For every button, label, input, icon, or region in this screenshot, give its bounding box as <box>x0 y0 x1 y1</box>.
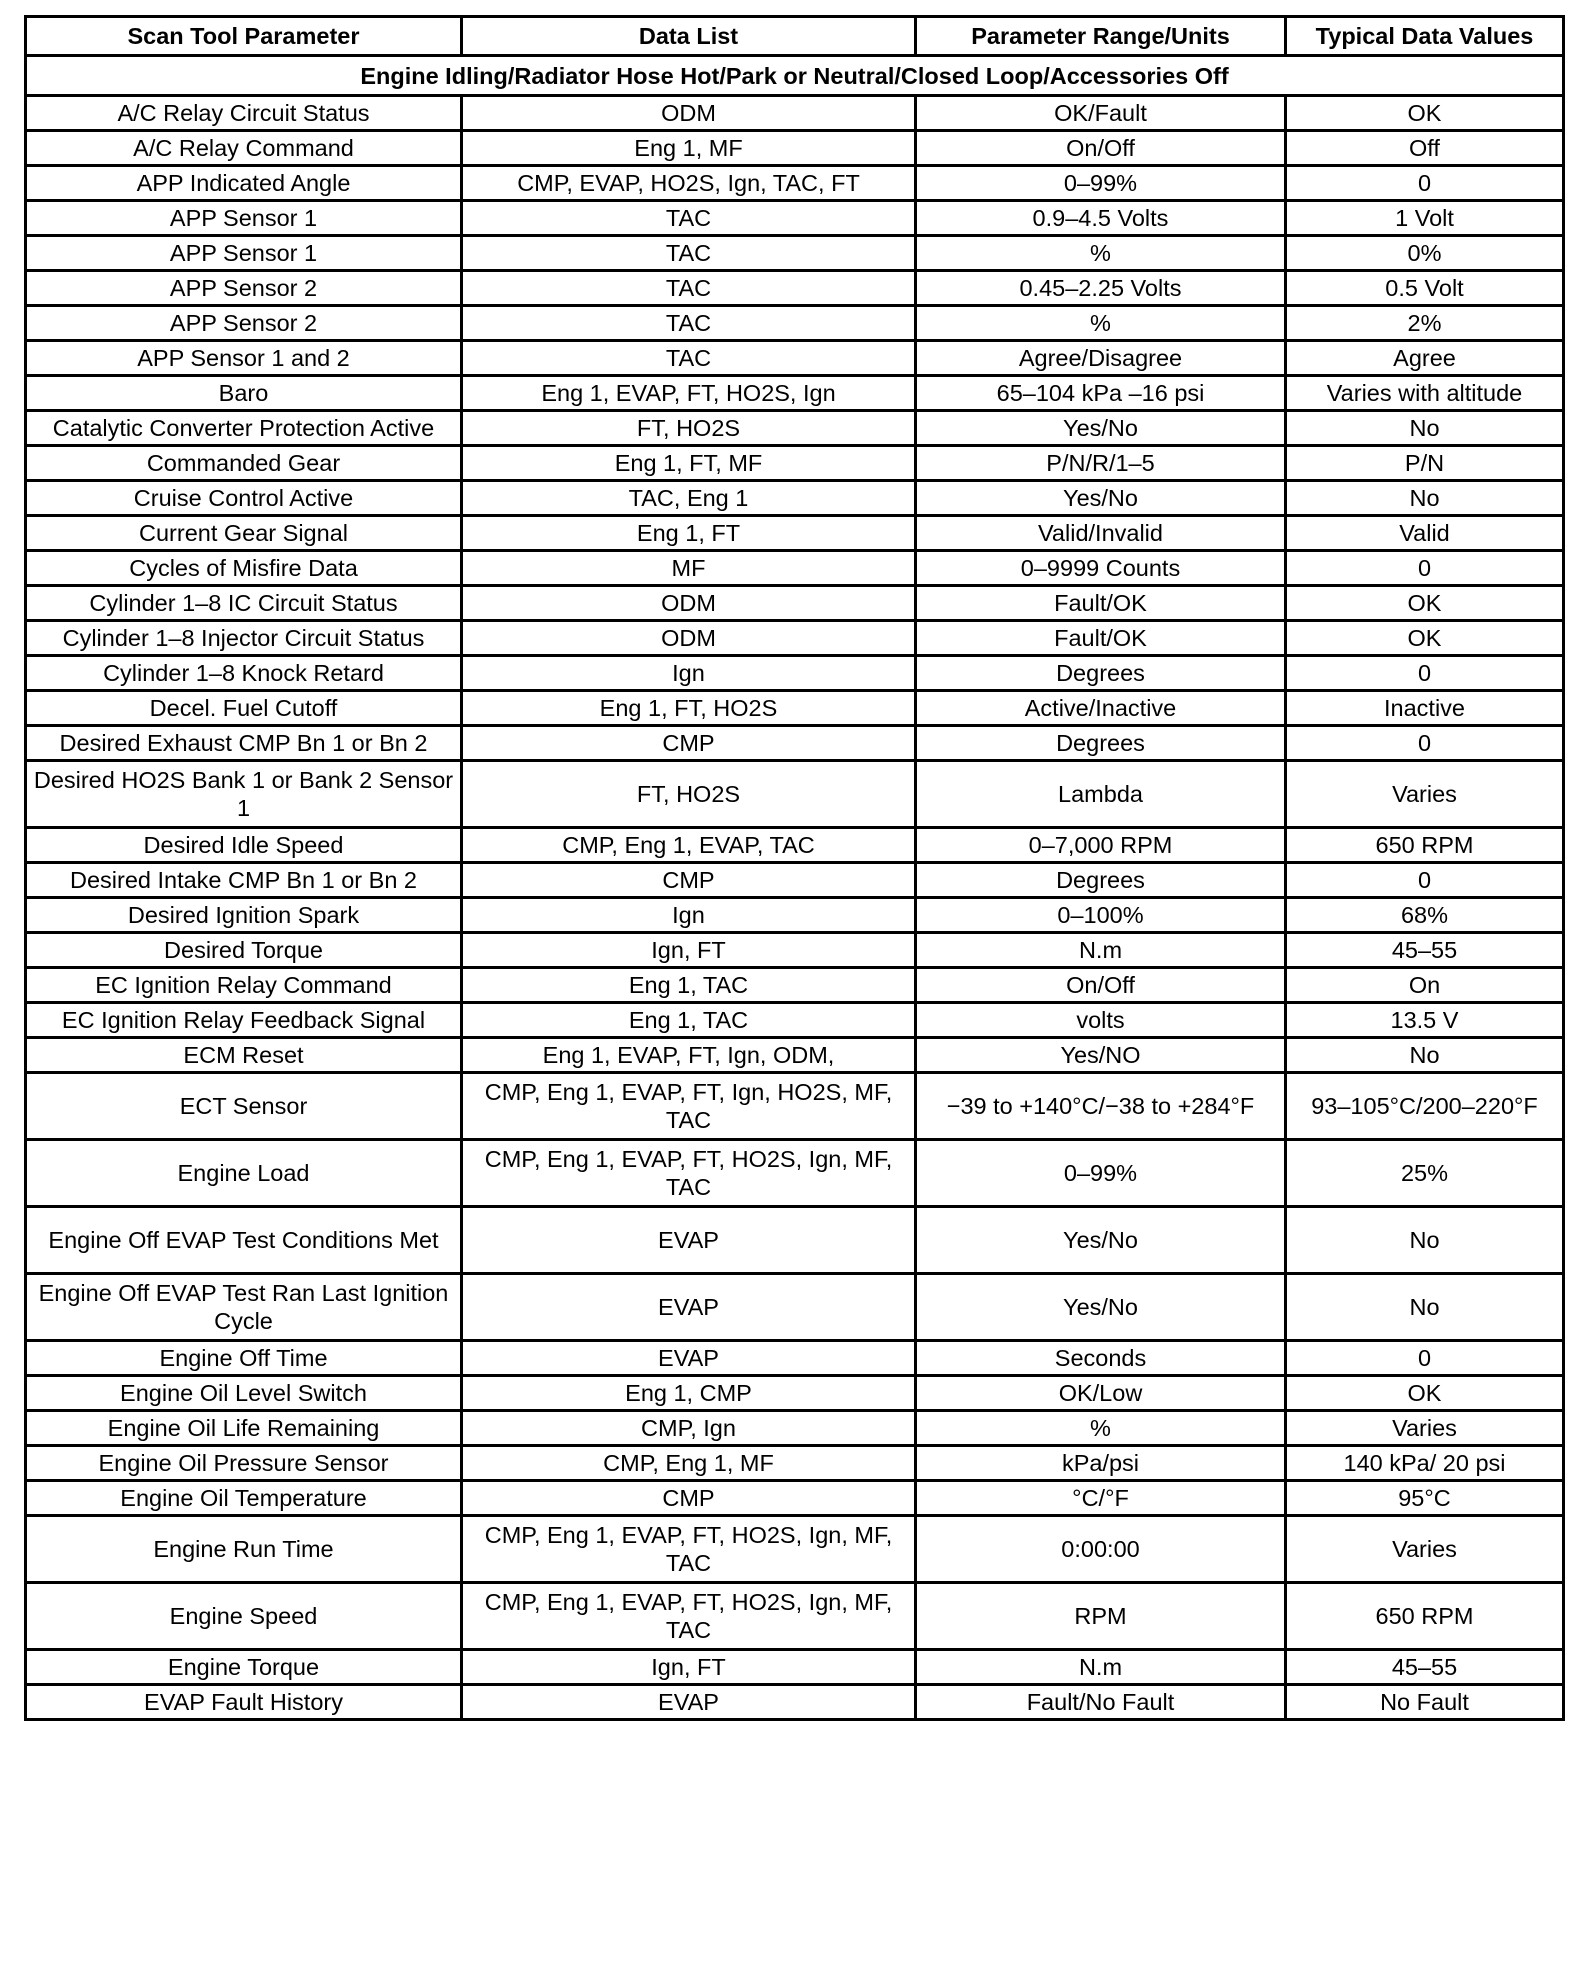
table-row <box>26 1481 1564 1516</box>
parameter-cell: Desired Idle Speed <box>26 828 462 863</box>
table-row <box>26 1073 1564 1140</box>
table-row <box>26 761 1564 828</box>
range-units-cell: % <box>916 1411 1286 1446</box>
data-list-cell: Eng 1, FT, HO2S <box>462 691 916 726</box>
table-row <box>26 306 1564 341</box>
parameter-cell: Desired HO2S Bank 1 or Bank 2 Sensor 1 <box>26 761 462 828</box>
range-units-cell: 0–100% <box>916 898 1286 933</box>
parameter-cell: A/C Relay Command <box>26 131 462 166</box>
range-units-cell: 65–104 kPa –16 psi <box>916 376 1286 411</box>
range-units-cell: −39 to +140°C/−38 to +284°F <box>916 1073 1286 1140</box>
table-row <box>26 131 1564 166</box>
parameter-cell: EC Ignition Relay Command <box>26 968 462 1003</box>
table-row <box>26 1583 1564 1650</box>
table-row <box>26 656 1564 691</box>
table-row <box>26 1341 1564 1376</box>
data-list-cell: CMP, Eng 1, EVAP, FT, HO2S, Ign, MF, TAC <box>462 1583 916 1650</box>
typical-value-cell: Valid <box>1286 516 1564 551</box>
range-units-cell: N.m <box>916 1650 1286 1685</box>
scan-tool-parameter-table <box>24 15 1565 1721</box>
range-units-cell: °C/°F <box>916 1481 1286 1516</box>
typical-value-cell: 0 <box>1286 1341 1564 1376</box>
parameter-cell: Commanded Gear <box>26 446 462 481</box>
parameter-cell: Desired Torque <box>26 933 462 968</box>
table-row <box>26 691 1564 726</box>
table-row <box>26 1274 1564 1341</box>
table-row <box>26 1650 1564 1685</box>
range-units-cell: Degrees <box>916 726 1286 761</box>
data-list-cell: Eng 1, EVAP, FT, HO2S, Ign <box>462 376 916 411</box>
range-units-cell: Degrees <box>916 863 1286 898</box>
typical-value-cell: Agree <box>1286 341 1564 376</box>
range-units-cell: 0.45–2.25 Volts <box>916 271 1286 306</box>
typical-value-cell: 95°C <box>1286 1481 1564 1516</box>
range-units-cell: 0.9–4.5 Volts <box>916 201 1286 236</box>
table-row <box>26 898 1564 933</box>
typical-value-cell: No <box>1286 1274 1564 1341</box>
typical-value-cell: 93–105°C/200–220°F <box>1286 1073 1564 1140</box>
range-units-cell: Fault/No Fault <box>916 1685 1286 1720</box>
typical-value-cell: Varies <box>1286 1411 1564 1446</box>
data-list-cell: TAC <box>462 306 916 341</box>
parameter-cell: Engine Oil Temperature <box>26 1481 462 1516</box>
table-row <box>26 1207 1564 1274</box>
data-list-cell: Ign, FT <box>462 933 916 968</box>
parameter-cell: Engine Run Time <box>26 1516 462 1583</box>
table-row <box>26 1003 1564 1038</box>
table-row <box>26 236 1564 271</box>
typical-value-cell: 0 <box>1286 166 1564 201</box>
table-row <box>26 411 1564 446</box>
parameter-cell: Desired Exhaust CMP Bn 1 or Bn 2 <box>26 726 462 761</box>
typical-value-cell: 2% <box>1286 306 1564 341</box>
parameter-cell: Baro <box>26 376 462 411</box>
table-row <box>26 933 1564 968</box>
typical-value-cell: 13.5 V <box>1286 1003 1564 1038</box>
column-header-parameter: Scan Tool Parameter <box>26 17 462 56</box>
table-row <box>26 516 1564 551</box>
typical-value-cell: OK <box>1286 586 1564 621</box>
data-list-cell: ODM <box>462 96 916 131</box>
parameter-cell: Cylinder 1–8 Injector Circuit Status <box>26 621 462 656</box>
typical-value-cell: 650 RPM <box>1286 1583 1564 1650</box>
data-list-cell: Eng 1, FT, MF <box>462 446 916 481</box>
data-list-cell: CMP, Eng 1, EVAP, FT, Ign, HO2S, MF, TAC <box>462 1073 916 1140</box>
parameter-cell: APP Sensor 2 <box>26 271 462 306</box>
typical-value-cell: Varies <box>1286 1516 1564 1583</box>
data-list-cell: Eng 1, EVAP, FT, Ign, ODM, <box>462 1038 916 1073</box>
range-units-cell: Seconds <box>916 1341 1286 1376</box>
range-units-cell: P/N/R/1–5 <box>916 446 1286 481</box>
typical-value-cell: 1 Volt <box>1286 201 1564 236</box>
typical-value-cell: No <box>1286 1038 1564 1073</box>
parameter-cell: Current Gear Signal <box>26 516 462 551</box>
data-list-cell: ODM <box>462 586 916 621</box>
range-units-cell: Degrees <box>916 656 1286 691</box>
data-list-cell: CMP, Ign <box>462 1411 916 1446</box>
table-row <box>26 166 1564 201</box>
data-list-cell: EVAP <box>462 1685 916 1720</box>
typical-value-cell: 140 kPa/ 20 psi <box>1286 1446 1564 1481</box>
data-list-cell: Eng 1, TAC <box>462 1003 916 1038</box>
table-row <box>26 1516 1564 1583</box>
range-units-cell: On/Off <box>916 131 1286 166</box>
typical-value-cell: 0% <box>1286 236 1564 271</box>
typical-value-cell: P/N <box>1286 446 1564 481</box>
parameter-cell: Cycles of Misfire Data <box>26 551 462 586</box>
parameter-cell: Engine Off EVAP Test Ran Last Ignition Cycle <box>26 1274 462 1341</box>
parameter-cell: APP Sensor 1 and 2 <box>26 341 462 376</box>
table-row <box>26 1038 1564 1073</box>
typical-value-cell: 0 <box>1286 656 1564 691</box>
data-list-cell: FT, HO2S <box>462 411 916 446</box>
typical-value-cell: 0 <box>1286 726 1564 761</box>
data-list-cell: CMP <box>462 1481 916 1516</box>
data-list-cell: Eng 1, CMP <box>462 1376 916 1411</box>
data-list-cell: TAC <box>462 271 916 306</box>
parameter-cell: Engine Speed <box>26 1583 462 1650</box>
range-units-cell: Valid/Invalid <box>916 516 1286 551</box>
column-header-data-list: Data List <box>462 17 916 56</box>
table-row <box>26 481 1564 516</box>
typical-value-cell: Off <box>1286 131 1564 166</box>
section-title: Engine Idling/Radiator Hose Hot/Park or Neutral/Closed Loop/Accessories Off <box>26 56 1564 96</box>
data-list-cell: Ign <box>462 898 916 933</box>
parameter-cell: Engine Oil Pressure Sensor <box>26 1446 462 1481</box>
table-row <box>26 341 1564 376</box>
range-units-cell: Yes/NO <box>916 1038 1286 1073</box>
range-units-cell: Yes/No <box>916 1274 1286 1341</box>
range-units-cell: % <box>916 306 1286 341</box>
range-units-cell: 0–7,000 RPM <box>916 828 1286 863</box>
data-list-cell: CMP, EVAP, HO2S, Ign, TAC, FT <box>462 166 916 201</box>
table-row <box>26 726 1564 761</box>
range-units-cell: 0–99% <box>916 1140 1286 1207</box>
typical-value-cell: Varies <box>1286 761 1564 828</box>
range-units-cell: Fault/OK <box>916 586 1286 621</box>
parameter-cell: Engine Oil Level Switch <box>26 1376 462 1411</box>
parameter-cell: Engine Oil Life Remaining <box>26 1411 462 1446</box>
parameter-cell: Engine Load <box>26 1140 462 1207</box>
parameter-cell: Catalytic Converter Protection Active <box>26 411 462 446</box>
range-units-cell: RPM <box>916 1583 1286 1650</box>
typical-value-cell: Varies with altitude <box>1286 376 1564 411</box>
typical-value-cell: No <box>1286 1207 1564 1274</box>
range-units-cell: 0–99% <box>916 166 1286 201</box>
data-list-cell: Ign, FT <box>462 1650 916 1685</box>
typical-value-cell: 0.5 Volt <box>1286 271 1564 306</box>
range-units-cell: kPa/psi <box>916 1446 1286 1481</box>
table-row <box>26 271 1564 306</box>
header-row <box>26 17 1564 56</box>
parameter-cell: A/C Relay Circuit Status <box>26 96 462 131</box>
data-list-cell: CMP, Eng 1, EVAP, FT, HO2S, Ign, MF, TAC <box>462 1516 916 1583</box>
parameter-cell: Cylinder 1–8 Knock Retard <box>26 656 462 691</box>
parameter-cell: APP Indicated Angle <box>26 166 462 201</box>
table-row <box>26 968 1564 1003</box>
parameter-cell: EC Ignition Relay Feedback Signal <box>26 1003 462 1038</box>
typical-value-cell: No <box>1286 481 1564 516</box>
range-units-cell: volts <box>916 1003 1286 1038</box>
column-header-range-units: Parameter Range/Units <box>916 17 1286 56</box>
table-row <box>26 828 1564 863</box>
table-row <box>26 1140 1564 1207</box>
section-row <box>26 56 1564 96</box>
table-row <box>26 586 1564 621</box>
typical-value-cell: On <box>1286 968 1564 1003</box>
table-row <box>26 863 1564 898</box>
range-units-cell: Yes/No <box>916 481 1286 516</box>
table-row <box>26 376 1564 411</box>
data-list-cell: CMP, Eng 1, EVAP, FT, HO2S, Ign, MF, TAC <box>462 1140 916 1207</box>
range-units-cell: % <box>916 236 1286 271</box>
data-list-cell: ODM <box>462 621 916 656</box>
data-list-cell: CMP <box>462 863 916 898</box>
parameter-cell: Engine Torque <box>26 1650 462 1685</box>
table-row <box>26 1685 1564 1720</box>
parameter-cell: Cylinder 1–8 IC Circuit Status <box>26 586 462 621</box>
typical-value-cell: Inactive <box>1286 691 1564 726</box>
typical-value-cell: 0 <box>1286 863 1564 898</box>
parameter-cell: Cruise Control Active <box>26 481 462 516</box>
table-row <box>26 621 1564 656</box>
range-units-cell: 0–9999 Counts <box>916 551 1286 586</box>
data-list-cell: Eng 1, TAC <box>462 968 916 1003</box>
table-row <box>26 96 1564 131</box>
range-units-cell: Agree/Disagree <box>916 341 1286 376</box>
data-list-cell: EVAP <box>462 1341 916 1376</box>
range-units-cell: OK/Fault <box>916 96 1286 131</box>
parameter-cell: Desired Intake CMP Bn 1 or Bn 2 <box>26 863 462 898</box>
data-list-cell: FT, HO2S <box>462 761 916 828</box>
data-list-cell: TAC <box>462 236 916 271</box>
typical-value-cell: OK <box>1286 96 1564 131</box>
table-row <box>26 201 1564 236</box>
scan-tool-data-sheet <box>24 15 1562 1721</box>
range-units-cell: Active/Inactive <box>916 691 1286 726</box>
typical-value-cell: OK <box>1286 1376 1564 1411</box>
typical-value-cell: No Fault <box>1286 1685 1564 1720</box>
range-units-cell: OK/Low <box>916 1376 1286 1411</box>
typical-value-cell: 0 <box>1286 551 1564 586</box>
column-header-typical-values: Typical Data Values <box>1286 17 1564 56</box>
data-list-cell: EVAP <box>462 1207 916 1274</box>
table-row <box>26 1376 1564 1411</box>
range-units-cell: N.m <box>916 933 1286 968</box>
typical-value-cell: 25% <box>1286 1140 1564 1207</box>
data-list-cell: CMP, Eng 1, EVAP, TAC <box>462 828 916 863</box>
parameter-cell: Engine Off EVAP Test Conditions Met <box>26 1207 462 1274</box>
typical-value-cell: 45–55 <box>1286 933 1564 968</box>
data-list-cell: Eng 1, MF <box>462 131 916 166</box>
data-list-cell: TAC, Eng 1 <box>462 481 916 516</box>
typical-value-cell: OK <box>1286 621 1564 656</box>
range-units-cell: Yes/No <box>916 411 1286 446</box>
table-row <box>26 551 1564 586</box>
parameter-cell: Engine Off Time <box>26 1341 462 1376</box>
range-units-cell: Yes/No <box>916 1207 1286 1274</box>
data-list-cell: EVAP <box>462 1274 916 1341</box>
range-units-cell: On/Off <box>916 968 1286 1003</box>
data-list-cell: Eng 1, FT <box>462 516 916 551</box>
range-units-cell: Fault/OK <box>916 621 1286 656</box>
table-row <box>26 1446 1564 1481</box>
data-list-cell: Ign <box>462 656 916 691</box>
parameter-cell: APP Sensor 1 <box>26 236 462 271</box>
parameter-cell: ECM Reset <box>26 1038 462 1073</box>
typical-value-cell: 68% <box>1286 898 1564 933</box>
data-list-cell: CMP, Eng 1, MF <box>462 1446 916 1481</box>
range-units-cell: Lambda <box>916 761 1286 828</box>
range-units-cell: 0:00:00 <box>916 1516 1286 1583</box>
typical-value-cell: 650 RPM <box>1286 828 1564 863</box>
data-list-cell: MF <box>462 551 916 586</box>
data-list-cell: TAC <box>462 341 916 376</box>
parameter-cell: Decel. Fuel Cutoff <box>26 691 462 726</box>
parameter-cell: EVAP Fault History <box>26 1685 462 1720</box>
typical-value-cell: 45–55 <box>1286 1650 1564 1685</box>
parameter-cell: APP Sensor 1 <box>26 201 462 236</box>
data-list-cell: CMP <box>462 726 916 761</box>
table-row <box>26 1411 1564 1446</box>
data-list-cell: TAC <box>462 201 916 236</box>
parameter-cell: ECT Sensor <box>26 1073 462 1140</box>
parameter-cell: APP Sensor 2 <box>26 306 462 341</box>
typical-value-cell: No <box>1286 411 1564 446</box>
table-row <box>26 446 1564 481</box>
parameter-cell: Desired Ignition Spark <box>26 898 462 933</box>
